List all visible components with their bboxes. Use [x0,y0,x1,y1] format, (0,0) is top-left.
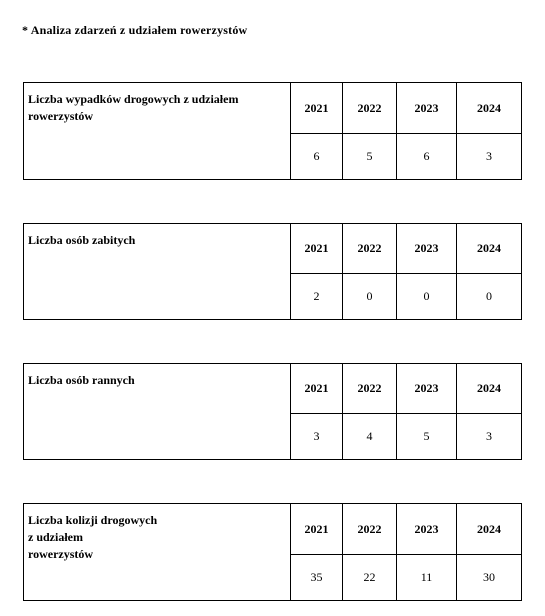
value-cell: 0 [343,274,397,320]
value-cell: 11 [397,555,457,601]
document-heading: * Analiza zdarzeń z udziałem rowerzystów [22,23,248,37]
table-injured [23,363,522,460]
year-header: 2023 [397,504,457,555]
year-header: 2024 [457,364,522,414]
value-cell: 5 [343,134,397,180]
value-cell: 30 [457,555,522,601]
row-label-text: Liczba osób rannych [28,373,135,387]
year-header: 2024 [457,83,522,134]
year-header: 2021 [291,364,343,414]
value-cell: 0 [397,274,457,320]
row-label-text: Liczba kolizji drogowych z udziałem rowerzystów [28,513,158,561]
value-cell: 3 [457,134,522,180]
value-cell: 35 [291,555,343,601]
row-label [24,364,291,460]
table-cyclist-accidents [23,82,522,180]
table-killed [23,223,522,320]
value-cell: 3 [291,414,343,460]
year-header: 2021 [291,504,343,555]
value-cell: 3 [457,414,522,460]
year-header: 2023 [397,83,457,134]
year-header: 2023 [397,364,457,414]
row-label-text: Liczba wypadków drogowych z udziałem rowerzystów [28,92,239,123]
value-cell: 6 [291,134,343,180]
value-cell: 5 [397,414,457,460]
year-header: 2022 [343,364,397,414]
row-label-text: Liczba osób zabitych [28,233,136,247]
year-header: 2022 [343,504,397,555]
year-header: 2021 [291,83,343,134]
table-cyclist-collisions [23,503,522,601]
year-header: 2022 [343,224,397,274]
year-header: 2022 [343,83,397,134]
year-header: 2023 [397,224,457,274]
value-cell: 22 [343,555,397,601]
value-cell: 4 [343,414,397,460]
year-header: 2021 [291,224,343,274]
year-header: 2024 [457,504,522,555]
year-header: 2024 [457,224,522,274]
row-label [24,224,291,320]
value-cell: 2 [291,274,343,320]
row-label [24,504,291,601]
value-cell: 0 [457,274,522,320]
row-label [24,83,291,180]
value-cell: 6 [397,134,457,180]
